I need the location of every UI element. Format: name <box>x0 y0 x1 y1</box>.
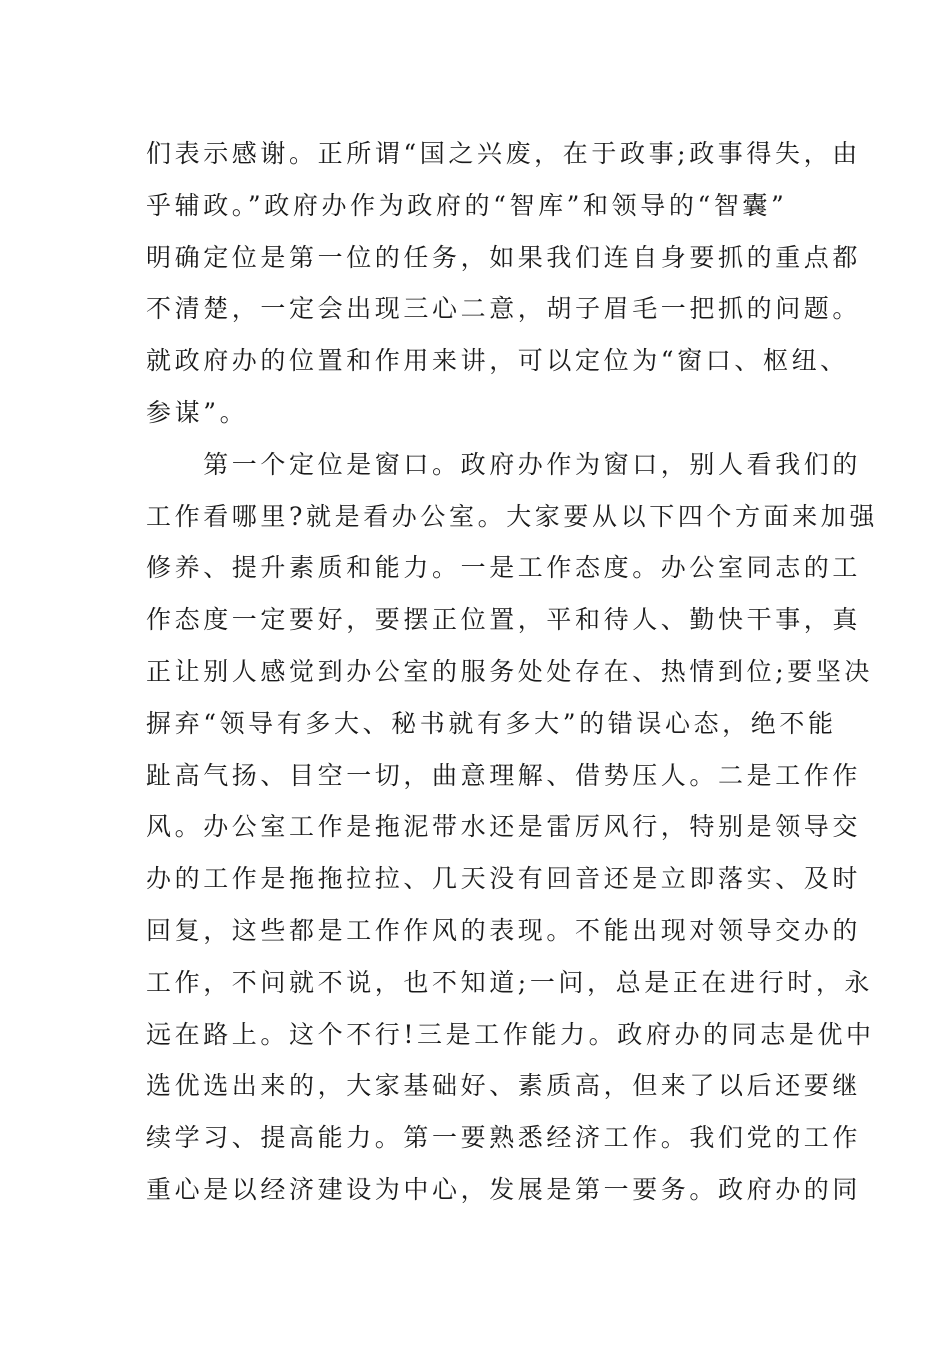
text-line: 修养、提升素质和能力。一是工作态度。办公室同志的工 <box>146 553 862 583</box>
text-line: 参谋”。 <box>146 397 249 427</box>
text-line: 们表示感谢。正所谓“国之兴废，在于政事;政事得失，由 <box>146 139 861 168</box>
text-line: 办的工作是拖拖拉拉、几天没有回音还是立即落实、及时 <box>146 864 862 894</box>
text-line: 乎辅政。”政府办作为政府的“智库”和领导的“智囊” <box>146 190 788 220</box>
text-line: 就政府办的位置和作用来讲，可以定位为“窗口、枢纽、 <box>146 346 849 376</box>
text-line: 明确定位是第一位的任务，如果我们连自身要抓的重点都 <box>146 242 862 272</box>
text-line: 趾高气扬、目空一切，曲意理解、借势压人。二是工作作 <box>146 760 862 790</box>
text-line: 摒弃“领导有多大、秘书就有多大”的错误心态，绝不能 <box>146 708 837 738</box>
text-line: 风。办公室工作是拖泥带水还是雷厉风行，特别是领导交 <box>146 812 862 842</box>
text-line: 工作，不问就不说，也不知道;一问，总是正在进行时，永 <box>146 967 874 997</box>
text-line: 第一个定位是窗口。政府办作为窗口，别人看我们的 <box>146 449 862 479</box>
text-line: 回复，这些都是工作作风的表现。不能出现对领导交办的 <box>146 915 862 945</box>
paragraph-2 <box>146 439 879 1216</box>
document-body <box>146 128 879 1216</box>
text-line: 选优选出来的，大家基础好、素质高，但来了以后还要继 <box>146 1071 862 1101</box>
text-line: 不清楚，一定会出现三心二意，胡子眉毛一把抓的问题。 <box>146 294 862 324</box>
text-line: 作态度一定要好，要摆正位置，平和待人、勤快干事，真 <box>146 605 862 635</box>
text-line: 重心是以经济建设为中心，发展是第一要务。政府办的同 <box>146 1174 862 1204</box>
paragraph-1 <box>146 128 862 439</box>
text-line: 正让别人感觉到办公室的服务处处存在、热情到位;要坚决 <box>146 656 874 686</box>
text-line: 工作看哪里?就是看办公室。大家要从以下四个方面来加强 <box>146 501 879 531</box>
text-line: 续学习、提高能力。第一要熟悉经济工作。我们党的工作 <box>146 1123 862 1153</box>
text-line: 远在路上。这个不行!三是工作能力。政府办的同志是优中 <box>146 1019 875 1049</box>
